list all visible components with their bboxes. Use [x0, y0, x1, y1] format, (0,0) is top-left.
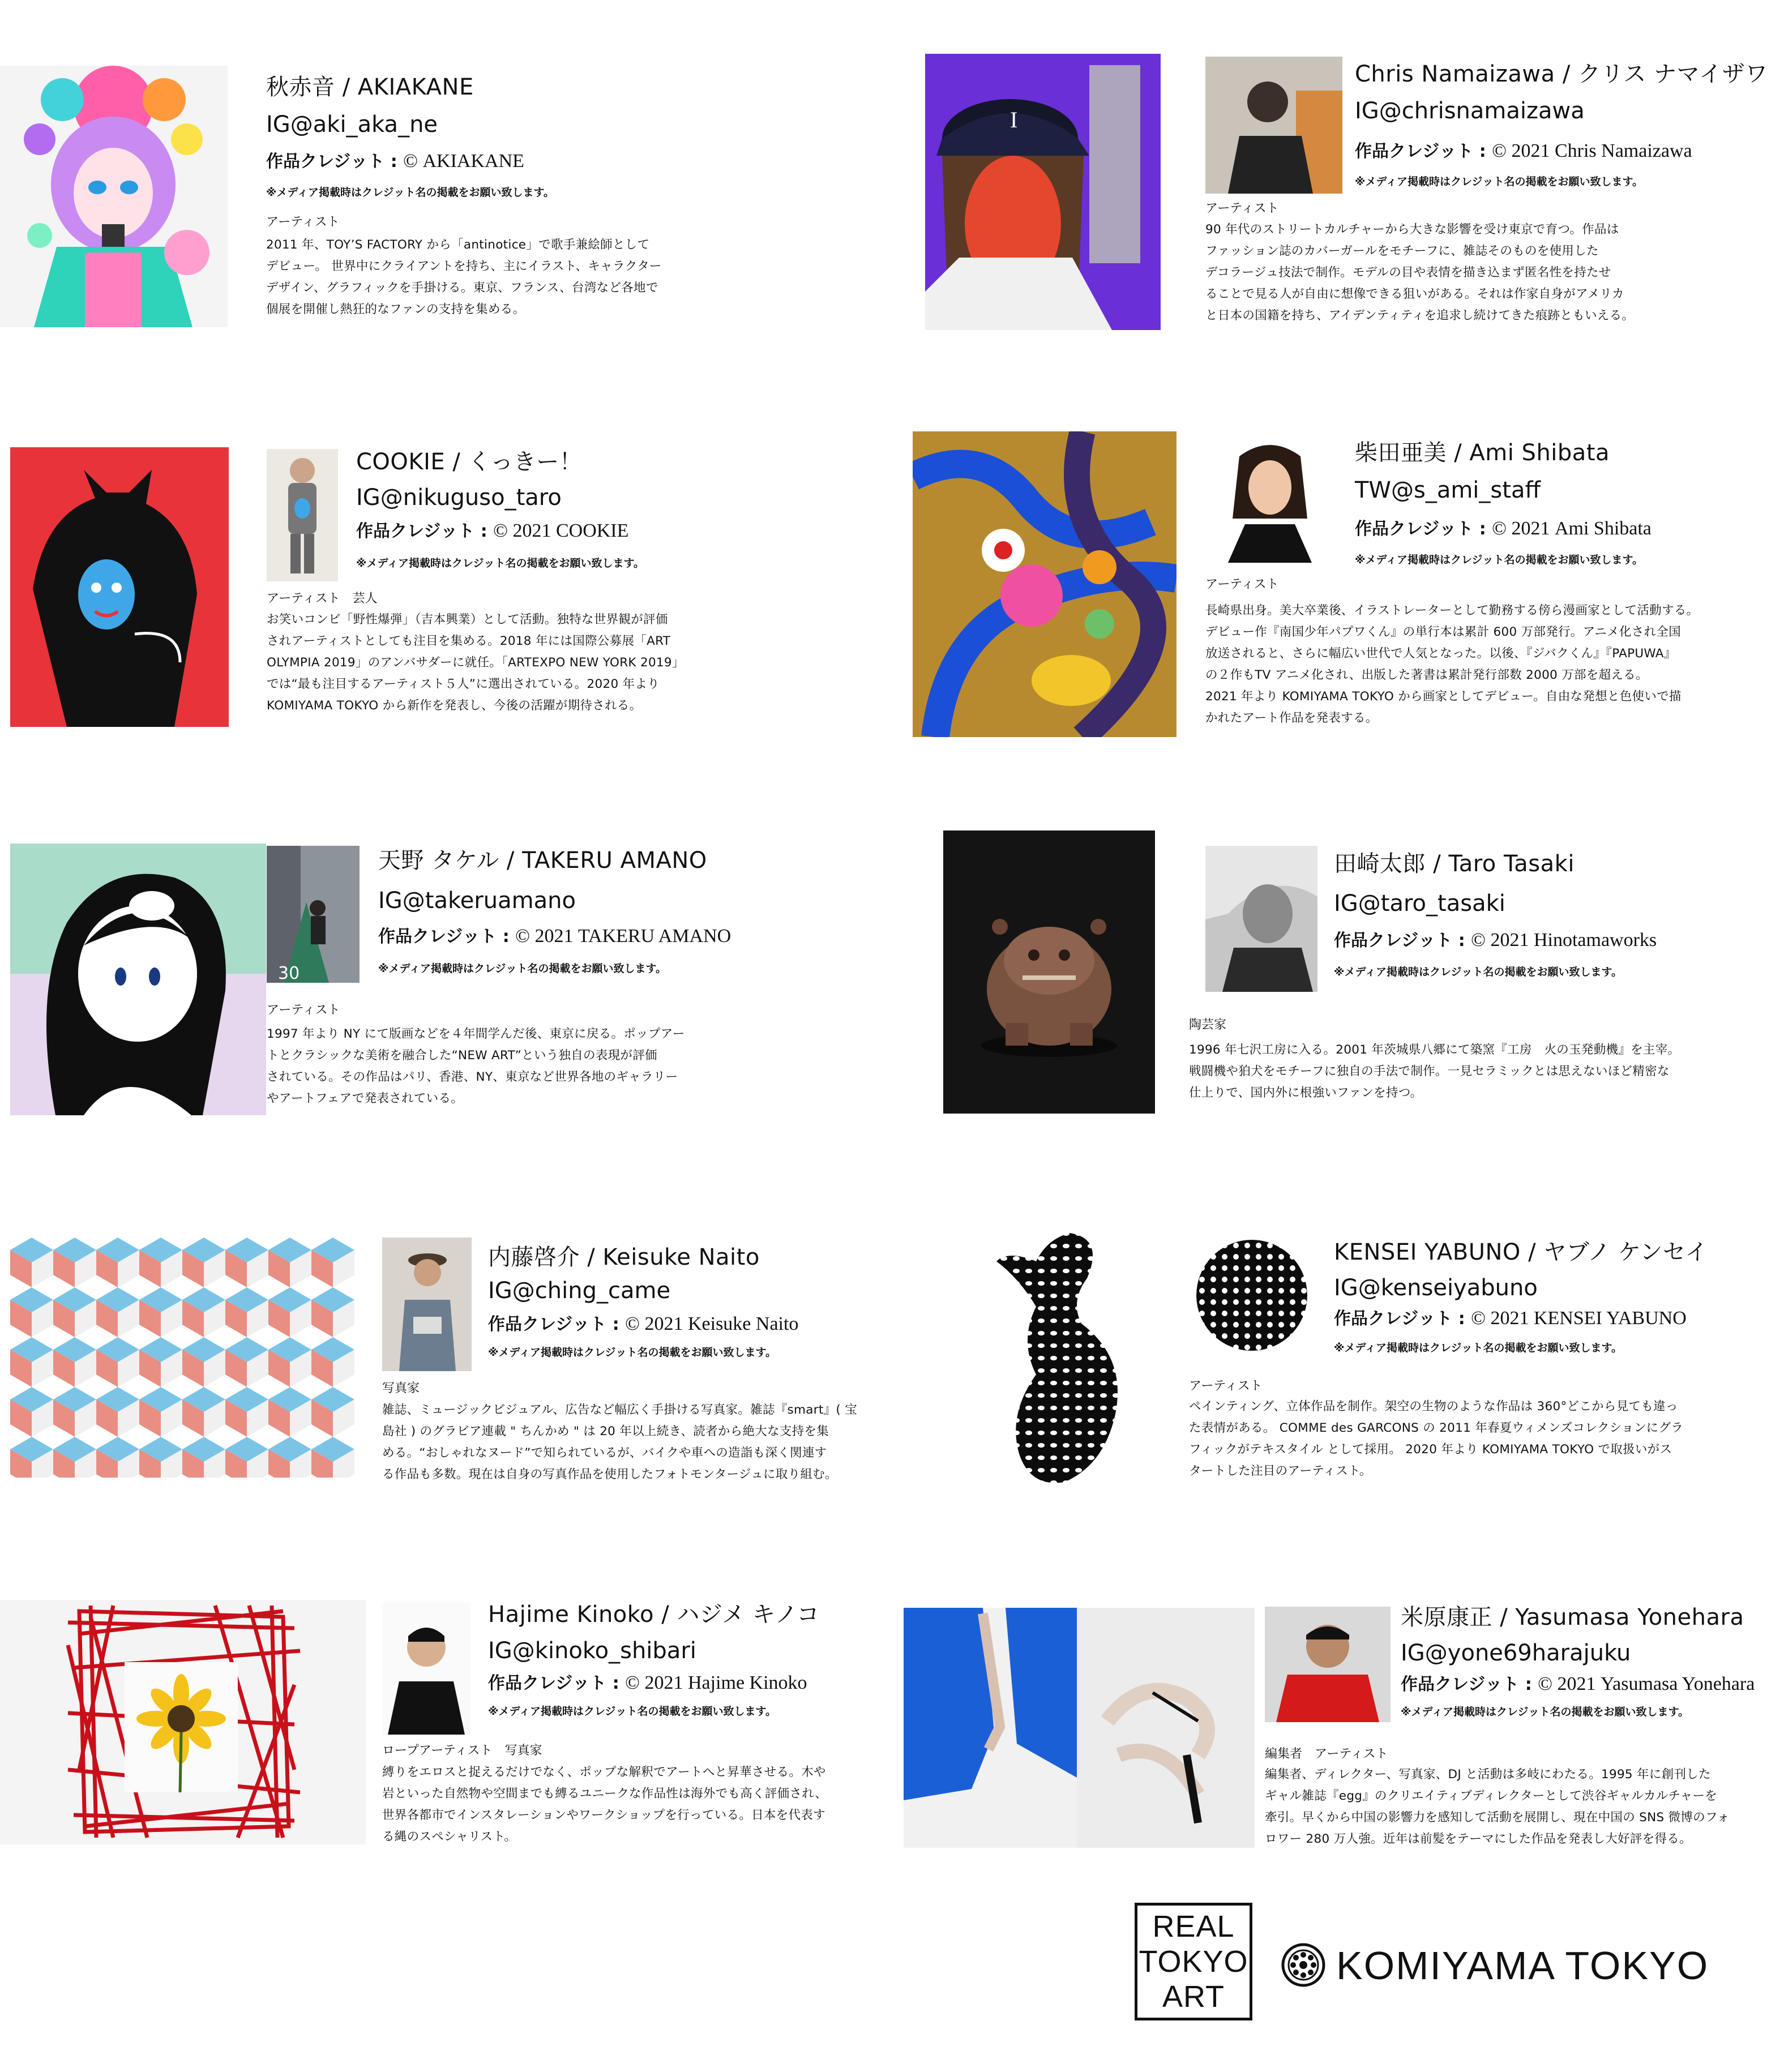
credit-line	[1334, 1307, 1687, 1331]
artist-name: 田崎太郎 / Taro Tasaki	[1334, 851, 1575, 877]
artist-bio	[1265, 1764, 1729, 1850]
portrait-takeru-amano	[267, 846, 360, 983]
portrait-hajime-kinoko	[382, 1602, 470, 1735]
credit-value: © 2021 Yasumasa Yonehara	[1538, 1673, 1755, 1694]
credit-note: ※メディア掲載時はクレジット名の掲載をお願い致します。	[488, 1705, 776, 1718]
komiyama-emblem-icon	[1281, 1942, 1326, 1988]
credit-label: 作品クレジット :	[488, 1673, 626, 1693]
credit-value: © 2021 TAKERU AMANO	[515, 926, 731, 947]
portrait-yasumasa-yonehara	[1265, 1607, 1391, 1722]
bio-line: 2011 年、TOY’S FACTORY から「antinotice」で歌手兼絵師として	[266, 238, 650, 252]
bio-line: 放送されると、さらに幅広い世代で人気となった。以後、『ジバクくん』『PAPUWA』	[1205, 647, 1676, 661]
artist-role: 陶芸家	[1189, 1018, 1227, 1032]
artist-role: アーティスト	[1205, 577, 1279, 592]
bio-line: されている。その作品はパリ、香港、NY、東京など世界各地のギャラリー	[267, 1070, 678, 1084]
bio-line: 島社 ) のグラビア連載 " ちんかめ " は 20 年以上続き、読者から絶大な支持を集	[382, 1424, 829, 1439]
bio-line: デビュー作『南国少年パプワくん』の単行本は累計 600 万部発行。アニメ化され全国	[1205, 625, 1681, 639]
bio-line: デザイン、グラフィックを手掛ける。東京、フランス、台湾など各地で	[266, 281, 658, 295]
logo-line: ART	[1162, 1980, 1225, 2014]
bio-line: ペインティング、立体作品を制作。架空の生物のような作品は 360°どこから見ても違っ	[1189, 1399, 1678, 1414]
bio-line: と日本の国籍を持ち、アイデンティティを追求し続けてきた痕跡ともいえる。	[1205, 309, 1635, 323]
credit-line	[1355, 517, 1652, 541]
komiyama-tokyo-wordmark: KOMIYAMA TOKYO	[1336, 1943, 1709, 1988]
credit-note: ※メディア掲載時はクレジット名の掲載をお願い致します。	[378, 962, 666, 975]
artist-handle: TW@s_ami_staff	[1355, 477, 1541, 503]
bio-line: 個展を開催し熱狂的なファンの支持を集める。	[266, 302, 525, 316]
bio-line: タートした注目のアーティスト。	[1189, 1464, 1372, 1478]
bio-line: ロワー 280 万人強。近年は前髪をテーマにした作品を発表し大好評を得る。	[1265, 1832, 1692, 1846]
artist-name: KENSEI YABUNO / ヤブノ ケンセイ	[1334, 1239, 1708, 1265]
artist-handle: IG@yone69harajuku	[1401, 1640, 1631, 1666]
bio-line: る縄のスペシャリスト。	[382, 1830, 517, 1844]
bio-line: る作品も多数。現在は自身の写真作品を使用したフォトモンタージュに取り組む。	[382, 1467, 837, 1482]
credit-value: © 2021 Keisuke Naito	[625, 1313, 799, 1334]
artwork-cookie	[10, 447, 229, 727]
artist-role: 編集者 アーティスト	[1265, 1747, 1388, 1761]
portrait-ami-shibata	[1205, 434, 1334, 563]
bio-line: フィックがテキスタイル として採用。 2020 年より KOMIYAMA TOKYO で取扱いがス	[1189, 1442, 1672, 1457]
artist-handle: IG@kenseiyabuno	[1334, 1275, 1538, 1301]
credit-label: 作品クレジット :	[1334, 931, 1471, 951]
credit-line	[1355, 139, 1692, 164]
credit-note: ※メディア掲載時はクレジット名の掲載をお願い致します。	[266, 186, 554, 199]
bio-line: の２作もTV アニメ化され、出版した著書は累計発行部数 2000 万部を超える。	[1205, 668, 1648, 682]
bio-line: める。“おしゃれなヌード”で知られているが、バイクや車への造詣も深く関連す	[382, 1446, 827, 1460]
artist-name: 秋赤音 / AKIAKANE	[266, 74, 474, 100]
bio-line: 編集者、ディレクター、写真家、DJ と活動は多岐にわたる。1995 年に創刊した	[1265, 1767, 1711, 1782]
bio-line: 1996 年七沢工房に入る。2001 年茨城県八郷にて築窯『工房 火の玉発動機』を主宰。	[1189, 1043, 1680, 1057]
credit-line	[266, 149, 524, 174]
portrait-chris-namaizawa	[1205, 57, 1342, 194]
credit-line	[1334, 928, 1657, 953]
credit-line	[378, 924, 731, 949]
artwork-hajime-kinoko	[0, 1600, 366, 1844]
credit-label: 作品クレジット :	[1355, 519, 1492, 539]
bio-line: OLYMPIA 2019」のアンバサダーに就任。「ARTEXPO NEW YORK 2019」	[267, 656, 684, 670]
artist-handle: IG@taro_tasaki	[1334, 891, 1505, 917]
credit-value: © 2021 KENSEI YABUNO	[1471, 1308, 1687, 1329]
artwork-yasumasa-yonehara	[904, 1608, 1255, 1848]
portrait-cookie	[267, 449, 338, 581]
bio-line: では“最も注目するアーティスト５人”に選出されている。2020 年より	[267, 677, 660, 691]
artwork-takeru-amano	[10, 844, 266, 1115]
artist-name: 天野 タケル / TAKERU AMANO	[378, 847, 707, 874]
artist-handle: IG@takeruamano	[378, 888, 576, 914]
artwork-keisuke-naito	[10, 1238, 354, 1478]
credit-label: 作品クレジット :	[1334, 1309, 1471, 1329]
bio-line: やアートフェアで発表されている。	[267, 1091, 464, 1106]
credit-value: © AKIAKANE	[403, 151, 524, 172]
credit-label: 作品クレジット :	[356, 521, 494, 541]
artist-name: 内藤啓介 / Keisuke Naito	[488, 1244, 760, 1270]
credit-note: ※メディア掲載時はクレジット名の掲載をお願い致します。	[356, 557, 644, 570]
bio-line: かれたアート作品を発表する。	[1205, 711, 1378, 725]
credit-line	[356, 519, 628, 543]
credit-note: ※メディア掲載時はクレジット名の掲載をお願い致します。	[1355, 175, 1643, 188]
artwork-taro-tasaki	[943, 830, 1155, 1114]
bio-line: 牽引。早くから中国の影響力を感知して活動を展開し、現在中国の SNS 微博のフォ	[1265, 1810, 1730, 1825]
artist-bio	[382, 1399, 857, 1485]
artist-bio	[1205, 600, 1699, 729]
artwork-chris-namaizawa	[925, 54, 1161, 330]
bio-line: ることで見る人が自由に想像できる狙いがある。それは作家自身がアメリカ	[1205, 287, 1624, 301]
artist-name: Chris Namaizawa / クリス ナマイザワ	[1355, 61, 1768, 87]
credit-note: ※メディア掲載時はクレジット名の掲載をお願い致します。	[1334, 1342, 1622, 1354]
bio-line: 2021 年より KOMIYAMA TOKYO から画家としてデビュー。自由な発想と色使いで描	[1205, 690, 1682, 704]
svg-text:30: 30	[278, 964, 300, 983]
bio-line: ファッション誌のカバーガールをモチーフに、雑誌そのものを使用した	[1205, 244, 1599, 258]
artist-bio	[1189, 1396, 1683, 1482]
credit-label: 作品クレジット :	[266, 152, 404, 172]
portrait-taro-tasaki	[1205, 846, 1317, 992]
credit-label: 作品クレジット :	[1401, 1675, 1538, 1694]
artwork-akiakane	[0, 66, 228, 327]
credit-note: ※メディア掲載時はクレジット名の掲載をお願い致します。	[1401, 1706, 1689, 1718]
credit-value: © 2021 COOKIE	[493, 520, 629, 541]
artist-handle: IG@ching_came	[488, 1278, 671, 1304]
artist-name: 米原康正 / Yasumasa Yonehara	[1401, 1604, 1744, 1630]
bio-line: されアーティストとしても注目を集める。2018 年には国際公募展「ART	[267, 634, 671, 648]
bio-line: デコラージュ技法で制作。モデルの目や表情を描き込まず匿名性を持たせ	[1205, 266, 1611, 280]
artist-bio	[266, 234, 662, 320]
credit-value: © 2021 Hinotamaworks	[1471, 930, 1657, 951]
bio-line: KOMIYAMA TOKYO から新作を発表し、今後の活躍が期待される。	[267, 699, 642, 713]
artwork-ami-shibata	[913, 431, 1177, 737]
artwork-kensei-yabuno	[985, 1227, 1135, 1488]
credit-line	[488, 1312, 798, 1337]
bio-line: 雑誌、ミュージックビジュアル、広告など幅広く手掛ける写真家。雑誌『smart』( 宝	[382, 1403, 858, 1417]
credit-line	[488, 1671, 807, 1696]
bio-line: 1997 年より NY にて版画などを４年間学んだ後、東京に戻る。ポップアー	[267, 1027, 685, 1041]
bio-line: 戦闘機や狛犬をモチーフに独自の手法で制作。一見セラミックとは思えないほど精密な	[1189, 1064, 1670, 1078]
bio-line: 仕上りで、国内外に根強いファンを持つ。	[1189, 1086, 1423, 1100]
bio-line: トとクラシックな美術を融合した“NEW ART”という独自の表現が評価	[267, 1048, 657, 1063]
bio-line: 90 年代のストリートカルチャーから大きな影響を受け東京で育つ。作品は	[1205, 222, 1619, 237]
bio-line: 岩といった自然物や空間までも縛るユニークな作品性は海外でも高く評価され、	[382, 1787, 828, 1801]
bio-line: デビュー。 世界中にクライアントを持ち、主にイラスト、キャラクター	[266, 259, 662, 273]
credit-line	[1401, 1672, 1755, 1697]
bio-line: 縛りをエロスと捉えるだけでなく、ポップな解釈でアートへと昇華させる。木や	[382, 1765, 826, 1779]
logo-line: REAL	[1152, 1910, 1235, 1943]
bio-line: た表情がある。 COMME des GARCONS の 2011 年春夏ウィメンズコレクションにグラ	[1189, 1421, 1684, 1435]
bio-line: 長崎県出身。美大卒業後、イラストレーターとして勤務する傍ら漫画家として活動する。	[1205, 603, 1699, 618]
artist-name: Hajime Kinoko / ハジメ キノコ	[488, 1602, 820, 1628]
svg-text:I: I	[1010, 107, 1018, 132]
artist-bio	[382, 1762, 827, 1848]
credit-value: © 2021 Ami Shibata	[1492, 518, 1652, 539]
artist-handle: IG@aki_aka_ne	[266, 112, 438, 138]
logo-line: TOKYO	[1139, 1945, 1248, 1979]
artist-role: ロープアーティスト 写真家	[382, 1744, 542, 1758]
artist-bio	[1205, 219, 1634, 327]
credit-label: 作品クレジット :	[488, 1315, 626, 1334]
portrait-kensei-yabuno	[1196, 1240, 1307, 1351]
artist-role: 写真家	[382, 1381, 420, 1395]
credit-label: 作品クレジット :	[378, 927, 516, 947]
artist-bio	[267, 1024, 685, 1110]
artist-handle: IG@kinoko_shibari	[488, 1638, 696, 1664]
artist-name: COOKIE / くっきー！	[356, 449, 583, 475]
portrait-keisuke-naito	[382, 1238, 472, 1371]
artist-role: アーティスト	[266, 215, 340, 229]
artist-name: 柴田亜美 / Ami Shibata	[1355, 440, 1610, 466]
artist-bio	[267, 609, 684, 717]
credit-note: ※メディア掲載時はクレジット名の掲載をお願い致します。	[1355, 554, 1643, 566]
bio-line: 世界各都市でインスタレーションやワークショップを行っている。日本を代表す	[382, 1808, 825, 1822]
bio-line: ギャル雑誌『egg』のクリエイティブディレクターとして渋谷ギャルカルチャーを	[1265, 1789, 1718, 1803]
artist-handle: IG@chrisnamaizawa	[1355, 98, 1585, 124]
real-tokyo-art-logo	[1135, 1903, 1252, 2020]
credit-note: ※メディア掲載時はクレジット名の掲載をお願い致します。	[1334, 966, 1622, 978]
artist-handle: IG@nikuguso_taro	[356, 485, 562, 511]
artist-role: アーティスト	[1189, 1379, 1263, 1393]
bio-line: お笑いコンビ「野性爆弾」（吉本興業）として活動。独特な世界観が評価	[267, 613, 668, 627]
credit-label: 作品クレジット :	[1355, 142, 1492, 161]
artist-role: アーティスト	[1205, 202, 1279, 216]
credit-note: ※メディア掲載時はクレジット名の掲載をお願い致します。	[488, 1346, 776, 1359]
artist-bio	[1189, 1039, 1680, 1104]
credit-value: © 2021 Hajime Kinoko	[625, 1672, 807, 1693]
credit-value: © 2021 Chris Namaizawa	[1492, 140, 1692, 161]
artist-role: アーティスト 芸人	[267, 592, 378, 606]
artist-role: アーティスト	[267, 1003, 340, 1017]
